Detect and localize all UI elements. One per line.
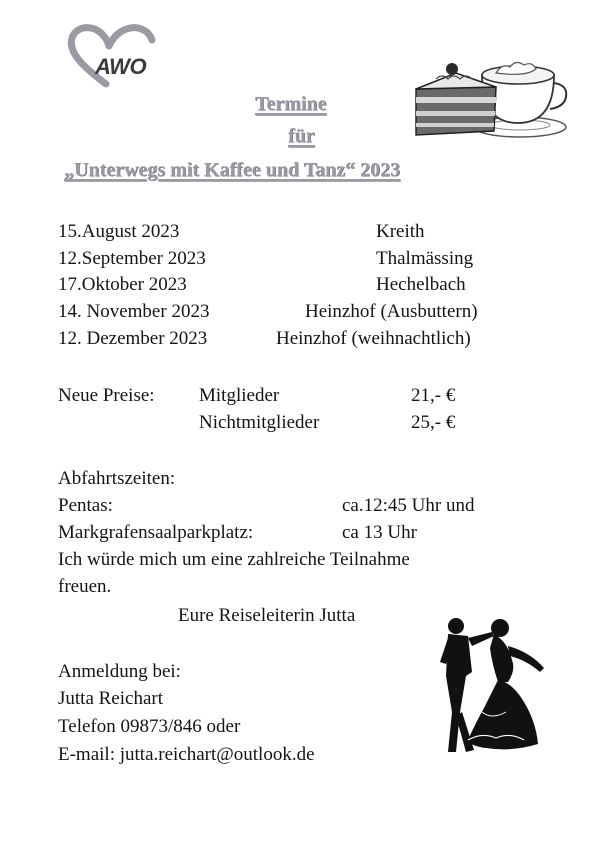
date-1: 15.August 2023 (58, 221, 180, 242)
date-3: 17.Oktober 2023 (58, 274, 187, 295)
contact-phone: Telefon 09873/846 oder (58, 716, 241, 737)
place-5: Heinzhof (weihnachtlich) (276, 328, 471, 349)
place-1: Kreith (376, 221, 425, 242)
place-3: Hechelbach (376, 274, 466, 295)
contact-heading: Anmeldung bei: (58, 661, 181, 682)
members-price: 21,- € (411, 385, 456, 406)
stop1-time: ca.12:45 Uhr und (342, 495, 475, 516)
prices-label: Neue Preise: (58, 385, 155, 406)
contact-name: Jutta Reichart (58, 688, 163, 709)
title-line-3: „Unterwegs mit Kaffee und Tanz“ 2023 (64, 159, 401, 181)
title-line-2: für (288, 125, 315, 147)
place-4: Heinzhof (Ausbuttern) (305, 301, 478, 322)
stop1-label: Pentas: (58, 495, 113, 516)
nonmembers-label: Nichtmitglieder (199, 412, 320, 433)
contact-email: E-mail: jutta.reichart@outlook.de (58, 744, 315, 765)
message-line-1: Ich würde mich um eine zahlreiche Teilnahme (58, 549, 410, 570)
nonmembers-price: 25,- € (411, 412, 456, 433)
title-line-1: Termine (255, 93, 327, 115)
date-5: 12. Dezember 2023 (58, 328, 208, 349)
cake-and-coffee-illustration (408, 45, 570, 145)
signature: Eure Reiseleiterin Jutta (178, 605, 356, 626)
departures-heading: Abfahrtszeiten: (58, 468, 176, 489)
date-4: 14. November 2023 (58, 301, 210, 322)
stop2-time: ca 13 Uhr (342, 522, 417, 543)
members-label: Mitglieder (199, 385, 280, 406)
dancing-couple-illustration (412, 612, 552, 762)
date-2: 12.September 2023 (58, 248, 206, 269)
message-line-2: freuen. (58, 576, 112, 597)
place-2: Thalmässing (376, 248, 474, 269)
stop2-label: Markgrafensaalparkplatz: (58, 522, 254, 543)
awo-logo-text: AWO (95, 54, 147, 79)
